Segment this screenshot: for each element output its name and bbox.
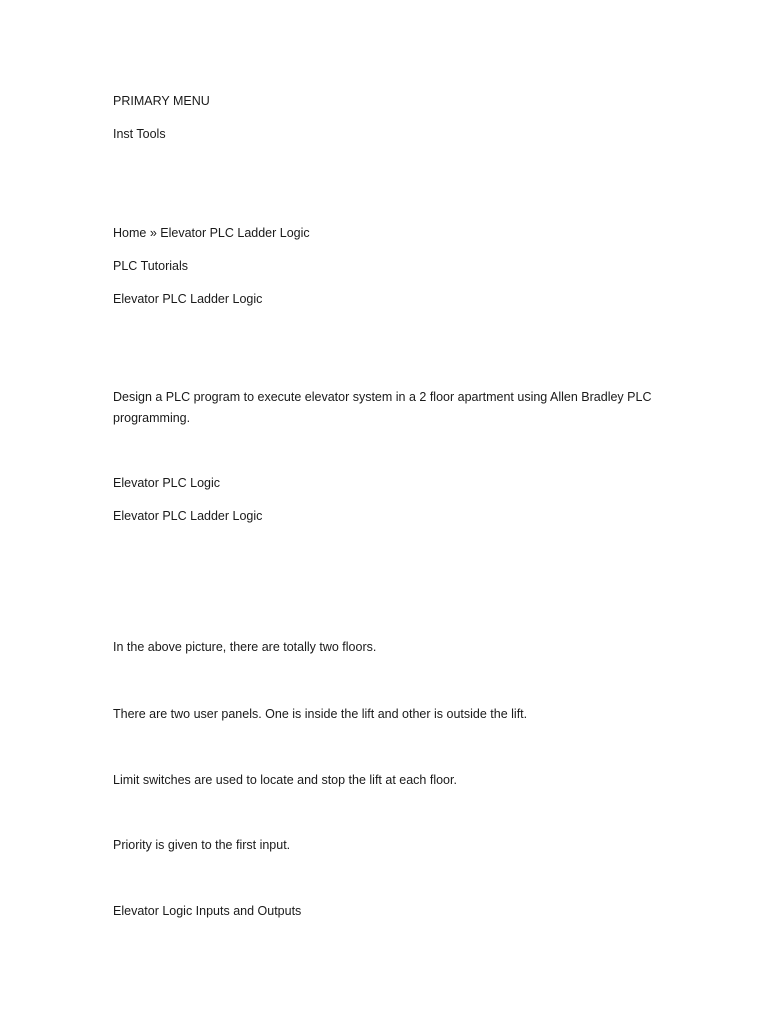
intro-paragraph: Design a PLC program to execute elevator system in a 2 floor apartment using Allen Bradley PLC programming. xyxy=(113,390,652,425)
breadcrumb-separator: » xyxy=(146,226,161,240)
breadcrumb xyxy=(113,223,310,244)
subheading-inputs-outputs: Elevator Logic Inputs and Outputs xyxy=(113,904,302,918)
page-title: Elevator PLC Ladder Logic xyxy=(113,292,263,306)
section-heading: Elevator PLC Logic xyxy=(113,476,221,490)
breadcrumb-current: Elevator PLC Ladder Logic xyxy=(160,226,310,240)
category-link[interactable]: PLC Tutorials xyxy=(113,259,189,273)
paragraph-floors: In the above picture, there are totally two floors. xyxy=(113,640,377,654)
paragraph-user-panels: There are two user panels. One is inside the lift and other is outside the lift. xyxy=(113,707,528,721)
primary-menu-link[interactable]: PRIMARY MENU xyxy=(113,94,210,108)
paragraph-priority: Priority is given to the first input. xyxy=(113,838,291,852)
breadcrumb-home-link[interactable]: Home xyxy=(113,226,147,240)
paragraph-limit-switches: Limit switches are used to locate and stop the lift at each floor. xyxy=(113,773,457,787)
site-name-link[interactable]: Inst Tools xyxy=(113,127,166,141)
image-caption: Elevator PLC Ladder Logic xyxy=(113,509,263,523)
